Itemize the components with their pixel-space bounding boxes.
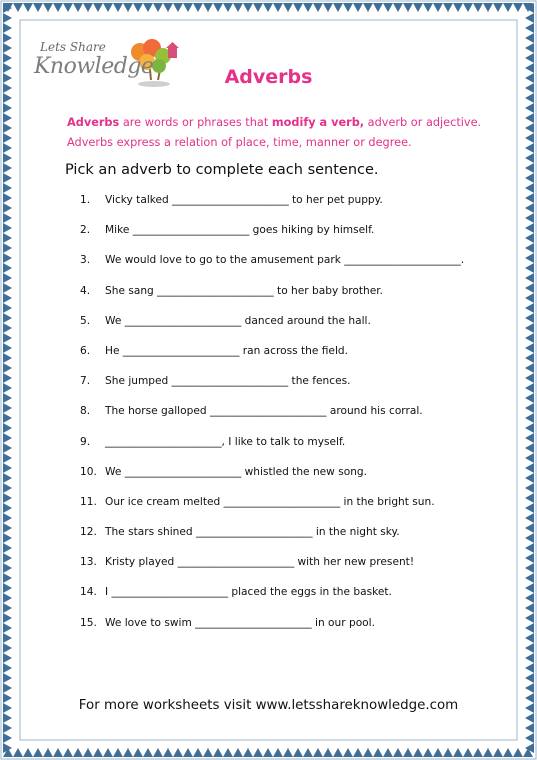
question-item: [80, 433, 500, 463]
question-text: Kristy played ______________________ with her new present!: [105, 556, 415, 569]
question-text: He ______________________ ran across the field.: [105, 344, 348, 357]
question-text: Vicky talked ______________________ to her pet puppy.: [105, 194, 383, 206]
question-number: 13.: [80, 556, 97, 569]
question-text: Our ice cream melted ______________________ in the bright sun.: [105, 495, 435, 508]
question-number: 14.: [80, 586, 97, 599]
question-item: [80, 553, 500, 583]
question-number: 4.: [80, 284, 91, 297]
question-item: [80, 342, 500, 372]
question-number: 11.: [80, 495, 97, 508]
definition-line-1: [67, 113, 507, 133]
question-number: 9.: [80, 435, 91, 448]
footer-link-text: For more worksheets visit www.letsshareknowledge.com: [78, 698, 459, 713]
question-number: 7.: [80, 375, 91, 388]
question-item: [80, 372, 500, 402]
question-item: [80, 493, 500, 523]
question-item: [80, 523, 500, 553]
question-list: [80, 191, 500, 644]
question-number: 5.: [80, 314, 91, 327]
question-number: 8.: [80, 405, 91, 418]
question-item: [80, 463, 500, 493]
logo-text-bottom: Knowledge: [34, 54, 154, 79]
question-item: [80, 251, 500, 281]
question-number: 1.: [80, 194, 91, 206]
question-item: [80, 191, 500, 221]
question-number: 6.: [80, 344, 91, 357]
question-item: [80, 583, 500, 613]
question-item: [80, 282, 500, 312]
question-text: We ______________________ danced around the hall.: [105, 314, 371, 327]
question-item: [80, 402, 500, 432]
definition-line-2: Adverbs express a relation of place, time, manner or degree.: [67, 136, 412, 149]
instruction: Pick an adverb to complete each sentence.: [65, 162, 379, 178]
question-item: [80, 614, 500, 644]
question-number: 10.: [80, 465, 97, 478]
question-text: She sang ______________________ to her baby brother.: [105, 284, 384, 297]
worksheet-page: [22, 22, 515, 738]
definition-part-2: adverb or adjective.: [364, 116, 482, 129]
question-text: We ______________________ whistled the new song.: [105, 465, 368, 478]
question-text: We love to swim ______________________ in our pool.: [105, 616, 375, 629]
question-text: Mike ______________________ goes hiking by himself.: [105, 224, 375, 237]
question-text: The stars shined ______________________ in the night sky.: [105, 526, 400, 539]
question-text: The horse galloped ______________________ around his corral.: [105, 405, 423, 418]
question-item: [80, 221, 500, 251]
definition-part-1: are words or phrases that: [119, 116, 272, 129]
question-number: 2.: [80, 224, 91, 237]
definition-text: [67, 113, 507, 153]
question-text: ______________________, I like to talk to myself.: [105, 435, 346, 448]
question-text: She jumped ______________________ the fences.: [105, 375, 351, 388]
definition-keyword: Adverbs: [67, 116, 120, 129]
question-number: 12.: [80, 526, 97, 539]
question-text: We would love to go to the amusement park ______________________.: [105, 254, 465, 267]
logo-text-top: Lets Share: [40, 40, 106, 54]
page-title: Adverbs: [224, 66, 313, 88]
question-item: [80, 312, 500, 342]
question-number: 3.: [80, 254, 91, 267]
question-number: 15.: [80, 616, 97, 629]
definition-bold-phrase: modify a verb,: [271, 116, 365, 129]
question-text: I ______________________ placed the eggs in the basket.: [105, 586, 392, 599]
